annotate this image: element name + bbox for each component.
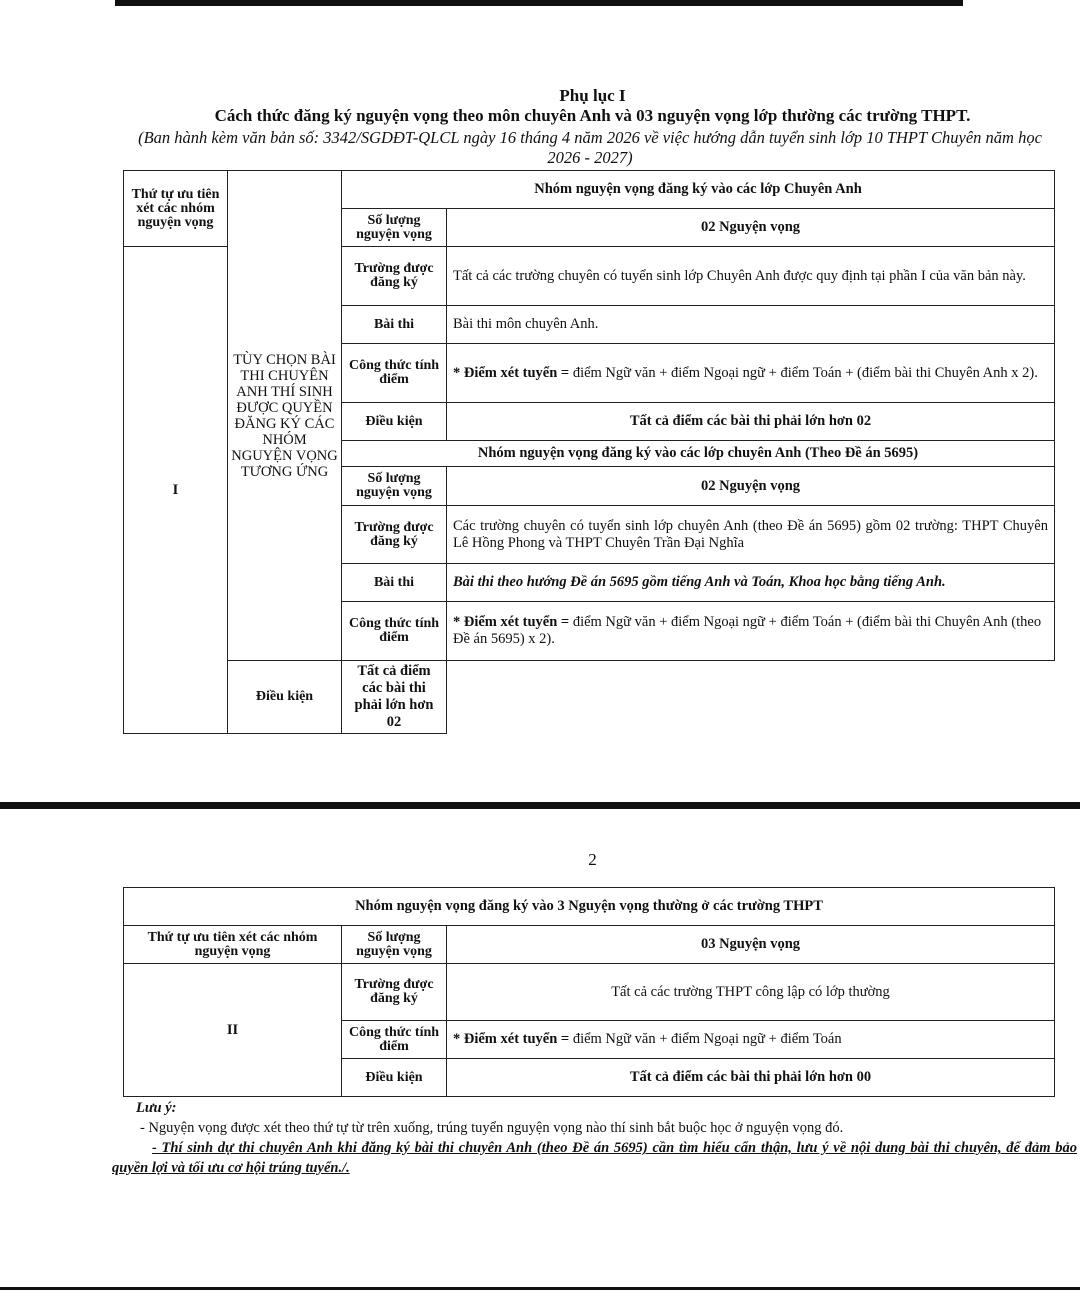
row-value: 03 Nguyện vọng bbox=[447, 926, 1055, 964]
formula-label: * Điểm xét tuyển = bbox=[453, 364, 570, 381]
appendix-label: Phụ lục I bbox=[559, 86, 626, 105]
row-label: Trường được đăng ký bbox=[342, 506, 447, 564]
row-label: Số lượng nguyện vọng bbox=[342, 467, 447, 506]
page-number: 2 bbox=[588, 850, 597, 869]
formula-text: điểm Ngữ văn + điểm Ngoại ngữ + điểm Toán + (điểm bài thi Chuyên Anh x 2). bbox=[569, 364, 1038, 381]
row-label: Điều kiện bbox=[342, 1059, 447, 1097]
row-value bbox=[447, 344, 1055, 403]
priority-header: Thứ tự ưu tiên xét các nhóm nguyện vọng bbox=[124, 171, 228, 247]
row-value: Tất cả các trường chuyên có tuyển sinh lớp Chuyên Anh được quy định tại phần I của văn bản này. bbox=[447, 247, 1055, 306]
row-label: Số lượng nguyện vọng bbox=[342, 209, 447, 247]
row-value: 02 Nguyện vọng bbox=[447, 209, 1055, 247]
page-separator bbox=[0, 802, 1080, 809]
row-label: Số lượng nguyện vọng bbox=[342, 926, 447, 964]
formula-text: điểm Ngữ văn + điểm Ngoại ngữ + điểm Toán + (điểm bài thi Chuyên Anh (theo Đề án 5695) x 2). bbox=[453, 614, 1042, 647]
row-value: Tất cả điểm các bài thi phải lớn hơn 02 bbox=[447, 403, 1055, 441]
page-bottom-edge bbox=[0, 1287, 1080, 1290]
document-subtitle: (Ban hành kèm văn bản số: 3342/SGDĐT-QLCL ngày 16 tháng 4 năm 2026 về việc hướng dẫn tuyển sinh lớp 10 THPT Chuyên năm học 2026 - 2027) bbox=[138, 128, 1042, 167]
priority-value: II bbox=[124, 964, 342, 1097]
row-label: Trường được đăng ký bbox=[342, 247, 447, 306]
notes-title: Lưu ý: bbox=[136, 1100, 177, 1116]
regular-wishes-table bbox=[123, 887, 1055, 1097]
document-title: Cách thức đăng ký nguyện vọng theo môn chuyên Anh và 03 nguyện vọng lớp thường các trường THPT. bbox=[214, 106, 971, 125]
row-label: Công thức tính điểm bbox=[342, 602, 447, 661]
row-label: Điều kiện bbox=[342, 403, 447, 441]
chuyen-anh-table bbox=[123, 170, 1055, 734]
group1-title: Nhóm nguyện vọng đăng ký vào các lớp Chuyên Anh bbox=[342, 171, 1055, 209]
priority-header: Thứ tự ưu tiên xét các nhóm nguyện vọng bbox=[124, 926, 342, 964]
row-value: Tất cả điểm các bài thi phải lớn hơn 00 bbox=[447, 1059, 1055, 1097]
notes-section bbox=[112, 1098, 1077, 1178]
row-label: Trường được đăng ký bbox=[342, 964, 447, 1021]
priority-value: I bbox=[124, 247, 228, 734]
row-label: Bài thi bbox=[342, 564, 447, 602]
row-value bbox=[447, 602, 1055, 661]
option-text: TÙY CHỌN BÀI THI CHUYÊN ANH THÍ SINH ĐƯỢC QUYỀN ĐĂNG KÝ CÁC NHÓM NGUYỆN VỌNG TƯƠNG ỨNG bbox=[228, 171, 342, 661]
page-top-edge bbox=[115, 0, 963, 6]
row-value: Tất cả các trường THPT công lập có lớp thường bbox=[447, 964, 1055, 1021]
row-label: Công thức tính điểm bbox=[342, 344, 447, 403]
row-value: 02 Nguyện vọng bbox=[447, 467, 1055, 506]
row-value: Bài thi môn chuyên Anh. bbox=[447, 306, 1055, 344]
note-item: - Nguyện vọng được xét theo thứ tự từ trên xuống, trúng tuyển nguyện vọng nào thí sinh bắt buộc học ở nguyện vọng đó. bbox=[140, 1120, 844, 1136]
table2-title: Nhóm nguyện vọng đăng ký vào 3 Nguyện vọng thường ở các trường THPT bbox=[124, 888, 1055, 926]
group2-title: Nhóm nguyện vọng đăng ký vào các lớp chuyên Anh (Theo Đề án 5695) bbox=[342, 441, 1055, 467]
note-item: - Thí sinh dự thi chuyên Anh khi đăng ký bài thi chuyên Anh (theo Đề án 5695) cần tìm hiểu cẩn thận, lưu ý về nội dung bài thi chuyên, để đảm bảo quyền lợi và tối ưu cơ hội trúng tuyển./. bbox=[112, 1140, 1077, 1176]
formula-label: * Điểm xét tuyển = bbox=[453, 614, 570, 630]
row-value: Bài thi theo hướng Đề án 5695 gồm tiếng Anh và Toán, Khoa học bằng tiếng Anh. bbox=[447, 564, 1055, 602]
formula-text: điểm Ngữ văn + điểm Ngoại ngữ + điểm Toán bbox=[569, 1031, 842, 1047]
row-value: Tất cả điểm các bài thi phải lớn hơn 02 bbox=[342, 661, 447, 734]
row-label: Bài thi bbox=[342, 306, 447, 344]
row-value bbox=[447, 1021, 1055, 1059]
row-label: Điều kiện bbox=[228, 661, 342, 734]
row-label: Công thức tính điểm bbox=[342, 1021, 447, 1059]
formula-label: * Điểm xét tuyển = bbox=[453, 1031, 570, 1047]
row-value: Các trường chuyên có tuyển sinh lớp chuyên Anh (theo Đề án 5695) gồm 02 trường: THPT Chuyên Lê Hồng Phong và THPT Chuyên Trần Đại Nghĩa bbox=[447, 506, 1055, 564]
